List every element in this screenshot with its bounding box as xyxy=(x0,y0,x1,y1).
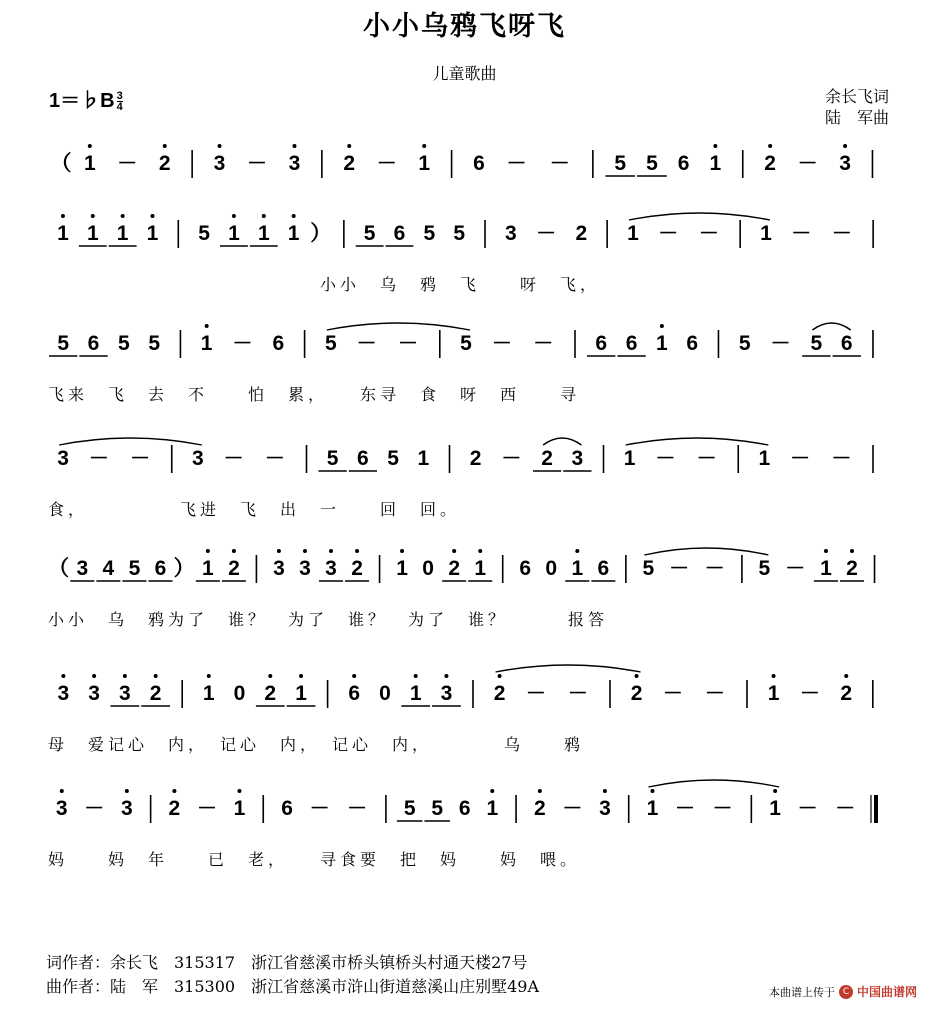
row-5-token-5: 6 xyxy=(154,557,167,580)
row-1-token-10: 2 xyxy=(343,152,356,175)
row-3-token-23: 5 xyxy=(738,332,751,355)
composer-info: 曲作者：陆 军 315300 浙江省慈溪市浒山街道慈溪山庄别墅49A xyxy=(46,977,539,996)
row-2-token-3-high-octave-dot xyxy=(121,214,125,218)
row-5-token-31-high-octave-dot xyxy=(824,549,828,553)
row-7-token-14: 5 xyxy=(431,797,444,820)
row-6-token-24-high-octave-dot xyxy=(772,674,776,678)
row-5-token-10-high-octave-dot xyxy=(277,549,281,553)
row-5-token-32-high-octave-dot xyxy=(850,549,854,553)
row-7-token-9: 6 xyxy=(281,797,293,820)
row-6-token-11-high-octave-dot xyxy=(352,674,356,678)
row-1-token-21: 1 xyxy=(709,152,722,175)
row-6-token-18: － xyxy=(567,683,588,705)
row-1-token-23-high-octave-dot xyxy=(768,144,772,148)
row-5-token-18-high-octave-dot xyxy=(478,549,482,553)
row-4-token-6: － xyxy=(223,448,244,470)
row-5-token-26: － xyxy=(669,558,690,580)
row-5-token-10: 3 xyxy=(273,557,285,580)
row-2-token-3: 1 xyxy=(116,222,129,245)
row-5-token-25: 5 xyxy=(642,557,655,580)
row-3-token-15: － xyxy=(491,333,512,355)
row-6-token-13-high-octave-dot xyxy=(414,674,418,678)
row-6-token-11: 6 xyxy=(348,682,361,705)
row-1-token-20: 6 xyxy=(677,152,690,175)
row-5-token-11: 3 xyxy=(299,557,311,580)
row-7-token-22-high-octave-dot xyxy=(650,789,654,793)
row-5-token-15-high-octave-dot xyxy=(400,549,404,553)
row-5-token-17: 2 xyxy=(448,557,461,580)
row-1-token-6-high-octave-dot xyxy=(218,144,222,148)
row-6-tie xyxy=(496,665,641,672)
row-5-token-31: 1 xyxy=(820,557,832,580)
row-6-token-6-high-octave-dot xyxy=(207,674,211,678)
row-7-token-11: － xyxy=(347,798,368,820)
row-6-token-17: － xyxy=(525,683,546,705)
lyricist-info: 词作者：余长飞 315317 浙江省慈溪市桥头镇桥头村通天楼27号 xyxy=(46,953,528,972)
row-2-token-26: － xyxy=(791,223,812,245)
composer-credit: 陆 军曲 xyxy=(824,108,889,127)
row-6-lyrics: 母 爱记心 内， 记心 内， 记心 内， 乌 鸦 xyxy=(48,735,585,754)
row-5-token-29: 5 xyxy=(758,557,771,580)
row-2-token-2: 1 xyxy=(86,222,99,245)
row-2-token-23: － xyxy=(698,223,719,245)
row-4-token-9: 5 xyxy=(326,447,339,470)
row-6-token-1-high-octave-dot xyxy=(61,674,65,678)
row-5-lyrics: 小小 乌 鸦为了 谁？ 为了 谁？ 为了 谁？ 报答 xyxy=(48,610,609,629)
row-6-token-16: 2 xyxy=(493,682,506,705)
row-1-token-12-high-octave-dot xyxy=(422,144,426,148)
row-5-token-8-high-octave-dot xyxy=(232,549,236,553)
row-6-token-9: 1 xyxy=(295,682,307,705)
row-2-token-17: 3 xyxy=(504,222,517,245)
row-1-token-3: － xyxy=(117,153,138,175)
row-5-token-3: 4 xyxy=(102,557,115,580)
row-6-token-6: 1 xyxy=(202,682,215,705)
row-2-token-18: － xyxy=(536,223,557,245)
lyricist-credit: 余长飞词 xyxy=(824,87,889,106)
row-2-lyrics: 小小 乌 鸦 飞 呀 飞， xyxy=(320,275,601,294)
row-1-token-15: － xyxy=(506,153,527,175)
row-4-token-2: － xyxy=(88,448,109,470)
row-5-token-7-high-octave-dot xyxy=(206,549,210,553)
row-3-token-12: － xyxy=(398,333,419,355)
row-5-token-21: 0 xyxy=(545,557,558,580)
row-5-token-16: 0 xyxy=(422,557,434,580)
row-7-token-28: － xyxy=(835,798,856,820)
row-3-token-8: 6 xyxy=(272,332,285,355)
row-2-token-27: － xyxy=(831,223,852,245)
row-6-token-9-high-octave-dot xyxy=(299,674,303,678)
row-7-token-2: － xyxy=(84,798,105,820)
row-7-tie xyxy=(648,780,779,787)
row-4-token-5: 3 xyxy=(192,447,204,470)
row-4-token-17: 3 xyxy=(571,447,584,470)
row-6-token-24: 1 xyxy=(767,682,780,705)
row-7-token-6: － xyxy=(196,798,217,820)
row-5-token-32: 2 xyxy=(846,557,858,580)
row-4-token-15: － xyxy=(501,448,522,470)
row-4-token-3: － xyxy=(130,448,151,470)
row-4-token-19: 1 xyxy=(623,447,636,470)
row-1-token-12: 1 xyxy=(418,152,431,175)
row-6-token-13: 1 xyxy=(409,682,422,705)
row-1-token-16: － xyxy=(549,153,570,175)
row-1-token-23: 2 xyxy=(764,152,776,175)
row-7-token-5-high-octave-dot xyxy=(172,789,176,793)
row-2-token-4-high-octave-dot xyxy=(151,214,155,218)
row-2-token-12: 5 xyxy=(363,222,376,245)
row-3-token-18: 6 xyxy=(595,332,608,355)
row-7-token-16: 1 xyxy=(486,797,499,820)
row-4-token-24: － xyxy=(790,448,811,470)
row-5-token-2: 3 xyxy=(76,557,89,580)
row-2-token-8: 1 xyxy=(257,222,270,245)
row-7-token-10: － xyxy=(309,798,330,820)
row-5-token-22: 1 xyxy=(571,557,584,580)
row-6-token-3: 3 xyxy=(119,682,131,705)
row-5-token-17-high-octave-dot xyxy=(452,549,456,553)
row-5-token-12: 3 xyxy=(325,557,337,580)
row-1-token-25-high-octave-dot xyxy=(843,144,847,148)
row-2-token-21: 1 xyxy=(627,222,639,245)
row-6-token-26: 2 xyxy=(840,682,853,705)
row-7-token-3: 3 xyxy=(121,797,133,820)
row-5-token-20: 6 xyxy=(519,557,532,580)
row-7-token-16-high-octave-dot xyxy=(490,789,494,793)
row-4-tie xyxy=(543,438,581,445)
row-3-token-6-high-octave-dot xyxy=(205,324,209,328)
row-7-token-7-high-octave-dot xyxy=(237,789,241,793)
row-3-token-25: 5 xyxy=(810,332,823,355)
row-6-token-8: 2 xyxy=(264,682,277,705)
row-7-token-24: － xyxy=(712,798,733,820)
row-6-token-14-high-octave-dot xyxy=(444,674,448,678)
row-5-token-13-high-octave-dot xyxy=(355,549,359,553)
row-4-token-16: 2 xyxy=(541,447,553,470)
row-7-token-1-high-octave-dot xyxy=(60,789,64,793)
row-4-token-21: － xyxy=(696,448,717,470)
row-7-lyrics: 妈 妈 年 已 老， 寻食要 把 妈 妈 喂。 xyxy=(48,850,581,869)
row-7-token-18-high-octave-dot xyxy=(538,789,542,793)
row-2-token-1: 1 xyxy=(57,222,69,245)
row-4-token-14: 2 xyxy=(469,447,482,470)
row-3-token-21: 6 xyxy=(686,332,699,355)
row-1-token-10-high-octave-dot xyxy=(347,144,351,148)
row-3-tie xyxy=(327,323,470,330)
row-1-token-6: 3 xyxy=(213,152,226,175)
row-7-token-20-high-octave-dot xyxy=(603,789,607,793)
row-1-token-24: － xyxy=(797,153,818,175)
row-7-token-18: 2 xyxy=(533,797,546,820)
row-1-token-4: 2 xyxy=(158,152,171,175)
row-1-token-2: 1 xyxy=(83,152,96,175)
row-2-token-14: 5 xyxy=(423,222,436,245)
row-2-token-4: 1 xyxy=(146,222,159,245)
row-4-token-12: 1 xyxy=(417,447,430,470)
row-3-token-11: － xyxy=(356,333,377,355)
row-5-token-11-high-octave-dot xyxy=(303,549,307,553)
row-7-token-3-high-octave-dot xyxy=(125,789,129,793)
row-3-token-2: 6 xyxy=(87,332,100,355)
row-5-token-15: 1 xyxy=(396,557,408,580)
row-6-token-20: 2 xyxy=(630,682,643,705)
song-title: 小小乌鸦飞呀飞 xyxy=(363,11,566,42)
row-7-token-7: 1 xyxy=(233,797,246,820)
row-3-token-4: 5 xyxy=(148,332,161,355)
row-7-token-1: 3 xyxy=(55,797,68,820)
row-5-token-6: ） xyxy=(173,557,195,580)
row-1-token-21-high-octave-dot xyxy=(713,144,717,148)
row-4-lyrics: 食， 飞进 飞 出 一 回 回。 xyxy=(48,500,461,519)
row-4-tie xyxy=(626,438,769,445)
time-numerator: 3 xyxy=(116,90,123,103)
row-5-token-27: － xyxy=(704,558,725,580)
row-3-token-7: － xyxy=(232,333,253,355)
row-2-token-8-high-octave-dot xyxy=(262,214,266,218)
row-1-token-11: － xyxy=(376,153,397,175)
row-6-token-8-high-octave-dot xyxy=(268,674,272,678)
row-6-token-4: 2 xyxy=(149,682,162,705)
time-denominator: 4 xyxy=(116,101,123,114)
row-6-token-3-high-octave-dot xyxy=(123,674,127,678)
row-6-token-21: － xyxy=(662,683,683,705)
row-5-token-30: － xyxy=(785,558,806,580)
row-7-token-26-high-octave-dot xyxy=(773,789,777,793)
row-7-token-22: 1 xyxy=(646,797,659,820)
row-5-token-22-high-octave-dot xyxy=(575,549,579,553)
row-6-token-1: 3 xyxy=(57,682,70,705)
row-5-token-12-high-octave-dot xyxy=(329,549,333,553)
row-6-token-20-high-octave-dot xyxy=(635,674,639,678)
row-4-token-25: － xyxy=(831,448,852,470)
row-7-token-20: 3 xyxy=(599,797,611,820)
row-2-token-19: 2 xyxy=(575,222,588,245)
row-6-token-25: － xyxy=(799,683,820,705)
row-3-token-20: 1 xyxy=(656,332,668,355)
row-6-token-2: 3 xyxy=(88,682,100,705)
row-4-token-20: － xyxy=(655,448,676,470)
row-1-token-8-high-octave-dot xyxy=(292,144,296,148)
row-7-token-23: － xyxy=(675,798,696,820)
row-1-token-18: 5 xyxy=(614,152,627,175)
row-2-tie xyxy=(629,213,770,220)
row-7-token-13: 5 xyxy=(403,797,416,820)
row-3-token-1: 5 xyxy=(57,332,70,355)
row-4-token-10: 6 xyxy=(357,447,369,470)
row-6-token-22: － xyxy=(704,683,725,705)
row-2-token-6: 5 xyxy=(198,222,210,245)
row-2-token-2-high-octave-dot xyxy=(91,214,95,218)
row-1-token-8: 3 xyxy=(288,152,301,175)
row-3-token-19: 6 xyxy=(625,332,638,355)
row-2-token-9: 1 xyxy=(287,222,300,245)
row-2-token-1-high-octave-dot xyxy=(61,214,65,218)
key-label: 1＝♭B xyxy=(49,90,115,112)
row-1-token-1: （ xyxy=(50,152,72,175)
row-2-token-7: 1 xyxy=(228,222,240,245)
row-1-token-14: 6 xyxy=(473,152,485,175)
row-2-token-9-high-octave-dot xyxy=(292,214,296,218)
row-1-token-19: 5 xyxy=(646,152,658,175)
row-5-token-1: （ xyxy=(48,557,70,580)
row-4-token-7: － xyxy=(264,448,285,470)
row-4-token-11: 5 xyxy=(387,447,399,470)
row-6-token-2-high-octave-dot xyxy=(92,674,96,678)
row-3-token-20-high-octave-dot xyxy=(660,324,664,328)
row-5-tie xyxy=(644,548,768,555)
site-name: 中国曲谱网 xyxy=(856,985,917,999)
row-7-token-26: 1 xyxy=(769,797,781,820)
row-2-token-25: 1 xyxy=(760,222,772,245)
row-1-token-4-high-octave-dot xyxy=(163,144,167,148)
row-2-token-13: 6 xyxy=(393,222,406,245)
row-3-lyrics: 飞来 飞 去 不 怕 累， 东寻 食 呀 西 寻 xyxy=(48,385,581,404)
row-6-token-16-high-octave-dot xyxy=(498,674,502,678)
row-2-token-15: 5 xyxy=(453,222,466,245)
row-3-tie xyxy=(812,323,850,330)
row-5-token-8: 2 xyxy=(228,557,240,580)
row-1-token-2-high-octave-dot xyxy=(88,144,92,148)
row-3-token-3: 5 xyxy=(118,332,130,355)
row-6-token-26-high-octave-dot xyxy=(844,674,848,678)
row-5-token-18: 1 xyxy=(474,557,487,580)
row-1-token-25: 3 xyxy=(839,152,851,175)
row-1-token-7: － xyxy=(247,153,267,175)
row-3-token-16: － xyxy=(533,333,554,355)
row-6-token-14: 3 xyxy=(440,682,453,705)
row-7-token-19: － xyxy=(562,798,583,820)
row-6-token-4-high-octave-dot xyxy=(154,674,158,678)
row-5-token-23: 6 xyxy=(597,557,610,580)
row-7-token-27: － xyxy=(797,798,818,820)
row-3-token-10: 5 xyxy=(324,332,337,355)
row-4-token-23: 1 xyxy=(758,447,771,470)
row-6-token-12: 0 xyxy=(379,682,391,705)
row-3-token-6: 1 xyxy=(200,332,213,355)
row-3-token-26: 6 xyxy=(840,332,853,355)
row-5-token-13: 2 xyxy=(351,557,363,580)
row-5-token-7: 1 xyxy=(202,557,214,580)
upload-watermark xyxy=(769,983,917,1000)
row-2-token-10: ） xyxy=(310,222,332,245)
song-genre: 儿童歌曲 xyxy=(432,64,497,83)
row-3-token-24: － xyxy=(770,333,791,355)
row-3-token-14: 5 xyxy=(460,332,472,355)
row-2-token-7-high-octave-dot xyxy=(232,214,236,218)
row-7-token-15: 6 xyxy=(458,797,471,820)
upload-note: 本曲谱上传于 xyxy=(768,985,835,999)
site-logo-icon: C xyxy=(839,985,853,999)
row-4-tie xyxy=(59,438,202,445)
row-7-token-5: 2 xyxy=(168,797,181,820)
row-6-token-7: 0 xyxy=(233,682,246,705)
row-5-token-4: 5 xyxy=(128,557,141,580)
row-2-token-22: － xyxy=(658,223,679,245)
row-4-token-1: 3 xyxy=(57,447,69,470)
